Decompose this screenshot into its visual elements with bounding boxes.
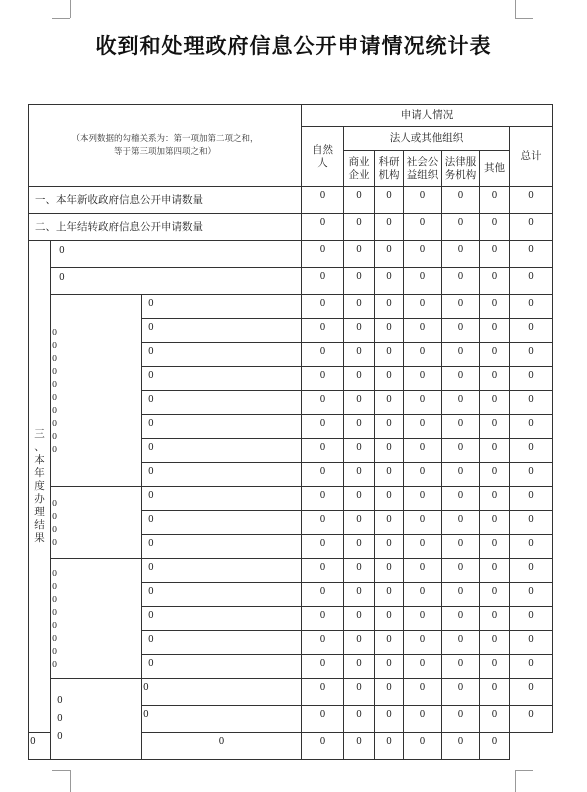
value-cell: 0 [375, 367, 404, 391]
value-cell: 0 [480, 295, 510, 319]
value-cell: 0 [404, 214, 442, 241]
value-cell: 0 [404, 559, 442, 583]
crop-mark [515, 770, 533, 771]
value-cell: 0 [480, 343, 510, 367]
value-cell: 0 [142, 733, 302, 760]
value-cell: 0 [302, 655, 344, 679]
value-cell: 0 [510, 367, 553, 391]
value-cell: 0 [442, 655, 480, 679]
value-cell: 0 [480, 391, 510, 415]
value-cell: 0 [480, 463, 510, 487]
value-cell: 0 [344, 415, 375, 439]
value-cell: 0 [375, 559, 404, 583]
value-cell: 0 [404, 487, 442, 511]
value-cell: 0 [480, 583, 510, 607]
value-cell: 0 [302, 631, 344, 655]
crop-mark [515, 0, 516, 18]
value-cell: 0 [344, 241, 375, 268]
value-cell: 0 [480, 268, 510, 295]
value-cell: 0 [404, 268, 442, 295]
value-cell: 0 [344, 631, 375, 655]
value-cell: 0 [375, 415, 404, 439]
value-cell: 0 [510, 607, 553, 631]
research-institution-header: 科研 机构 [375, 151, 404, 187]
value-cell: 0 [480, 241, 510, 268]
value-cell: 0 [480, 511, 510, 535]
value-cell: 0 [344, 367, 375, 391]
result-item-label: 0 [142, 367, 302, 391]
natural-person-header: 自然 人 [302, 127, 344, 187]
value-cell: 0 [375, 535, 404, 559]
result-row-label: 0 [51, 241, 302, 268]
value-cell: 0 [442, 463, 480, 487]
value-cell: 0 [404, 583, 442, 607]
result-item-label: 0 [29, 733, 51, 760]
value-cell: 0 [480, 733, 510, 760]
value-cell: 0 [344, 733, 375, 760]
value-cell: 0 [442, 559, 480, 583]
value-cell: 0 [375, 319, 404, 343]
value-cell: 0 [442, 214, 480, 241]
applicant-situation-header: 申请人情况 [302, 105, 553, 127]
value-cell: 0 [404, 415, 442, 439]
value-cell: 0 [480, 655, 510, 679]
other-header: 其他 [480, 151, 510, 187]
value-cell: 0 [375, 391, 404, 415]
value-cell: 0 [442, 367, 480, 391]
value-cell: 0 [442, 187, 480, 214]
value-cell: 0 [480, 439, 510, 463]
row-carried-over-label: 二、上年结转政府信息公开申请数量 [29, 214, 302, 241]
value-cell: 0 [442, 319, 480, 343]
value-cell: 0 [344, 511, 375, 535]
value-cell: 0 [510, 559, 553, 583]
value-cell: 0 [442, 439, 480, 463]
value-cell: 0 [480, 559, 510, 583]
value-cell: 0 [442, 706, 480, 733]
value-cell: 0 [375, 679, 404, 706]
value-cell: 0 [375, 706, 404, 733]
result-item-label: 0 [142, 535, 302, 559]
value-cell: 0 [510, 679, 553, 706]
value-cell: 0 [510, 391, 553, 415]
value-cell: 0 [302, 367, 344, 391]
value-cell: 0 [510, 706, 553, 733]
value-cell: 0 [375, 583, 404, 607]
result-item-label: 0 [142, 295, 302, 319]
value-cell: 0 [442, 733, 480, 760]
value-cell: 0 [442, 343, 480, 367]
value-cell: 0 [302, 679, 344, 706]
value-cell: 0 [375, 187, 404, 214]
value-cell: 0 [404, 607, 442, 631]
value-cell: 0 [404, 511, 442, 535]
value-cell: 0 [302, 583, 344, 607]
value-cell: 0 [302, 559, 344, 583]
value-cell: 0 [302, 607, 344, 631]
value-cell: 0 [404, 679, 442, 706]
value-cell: 0 [404, 463, 442, 487]
value-cell: 0 [480, 214, 510, 241]
value-cell: 0 [510, 535, 553, 559]
value-cell: 0 [480, 535, 510, 559]
value-cell: 0 [510, 319, 553, 343]
value-cell: 0 [442, 631, 480, 655]
value-cell: 0 [510, 631, 553, 655]
value-cell: 0 [302, 511, 344, 535]
value-cell: 0 [510, 463, 553, 487]
value-cell: 0 [442, 679, 480, 706]
value-cell: 0 [302, 187, 344, 214]
value-cell: 0 [375, 295, 404, 319]
result-item-label: 0 [142, 583, 302, 607]
value-cell: 0 [302, 295, 344, 319]
value-cell: 0 [375, 268, 404, 295]
value-cell: 0 [442, 295, 480, 319]
legal-person-group-header: 法人或其他组织 [344, 127, 510, 151]
value-cell: 0 [442, 511, 480, 535]
value-cell: 0 [480, 187, 510, 214]
value-cell: 0 [510, 439, 553, 463]
value-cell: 0 [404, 535, 442, 559]
value-cell: 0 [480, 367, 510, 391]
value-cell: 0 [344, 187, 375, 214]
value-cell: 0 [404, 241, 442, 268]
value-cell: 0 [344, 463, 375, 487]
page-title: 收到和处理政府信息公开申请情况统计表 [95, 33, 492, 58]
value-cell: 0 [404, 367, 442, 391]
result-item-label: 0 [142, 631, 302, 655]
value-cell: 0 [375, 463, 404, 487]
value-cell: 0 [344, 706, 375, 733]
value-cell: 0 [344, 559, 375, 583]
result-item-label: 0 [142, 607, 302, 631]
value-cell: 0 [375, 241, 404, 268]
value-cell: 0 [375, 733, 404, 760]
value-cell: 0 [404, 343, 442, 367]
legal-service-header: 法律服 务机构 [442, 151, 480, 187]
statistics-table [28, 104, 553, 760]
value-cell: 0 [480, 415, 510, 439]
value-cell: 0 [302, 343, 344, 367]
value-cell: 0 [442, 487, 480, 511]
value-cell: 0 [404, 187, 442, 214]
result-item-label: 0 [142, 391, 302, 415]
value-cell: 0 [375, 631, 404, 655]
result-item-label: 0 [142, 706, 302, 733]
value-cell: 0 [344, 535, 375, 559]
value-cell: 0 [404, 655, 442, 679]
value-cell: 0 [302, 391, 344, 415]
value-cell: 0 [344, 268, 375, 295]
value-cell: 0 [344, 679, 375, 706]
value-cell: 0 [302, 706, 344, 733]
value-cell: 0 [480, 487, 510, 511]
value-cell: 0 [404, 631, 442, 655]
value-cell: 0 [302, 463, 344, 487]
result-group-label: 0 0 0 0 0 0 0 0 [51, 559, 142, 679]
result-group-label: 0 0 0 0 [51, 487, 142, 559]
crop-mark [70, 0, 71, 18]
value-cell: 0 [375, 655, 404, 679]
crop-mark [515, 770, 516, 792]
value-cell: 0 [510, 187, 553, 214]
value-cell: 0 [442, 241, 480, 268]
value-cell: 0 [442, 583, 480, 607]
value-cell: 0 [344, 343, 375, 367]
value-cell: 0 [344, 607, 375, 631]
value-cell: 0 [375, 607, 404, 631]
value-cell: 0 [344, 319, 375, 343]
result-item-label: 0 [142, 415, 302, 439]
result-item-label: 0 [142, 511, 302, 535]
value-cell: 0 [404, 733, 442, 760]
value-cell: 0 [302, 241, 344, 268]
value-cell: 0 [510, 487, 553, 511]
crop-mark [515, 18, 533, 19]
relation-note: （本列数据的勾稽关系为：第一项加第二项之和， 等于第三项加第四项之和） [29, 105, 302, 187]
value-cell: 0 [442, 391, 480, 415]
value-cell: 0 [375, 343, 404, 367]
result-item-label: 0 [142, 655, 302, 679]
social-welfare-header: 社会公 益组织 [404, 151, 442, 187]
value-cell: 0 [442, 535, 480, 559]
value-cell: 0 [344, 583, 375, 607]
result-group-label: 0 0 0 [51, 679, 142, 760]
value-cell: 0 [480, 631, 510, 655]
result-row-label: 0 [51, 268, 302, 295]
result-item-label: 0 [142, 343, 302, 367]
value-cell: 0 [404, 295, 442, 319]
crop-mark [52, 18, 70, 19]
value-cell: 0 [344, 214, 375, 241]
result-item-label: 0 [142, 319, 302, 343]
value-cell: 0 [510, 511, 553, 535]
value-cell: 0 [302, 439, 344, 463]
row-new-applications-label: 一、本年新收政府信息公开申请数量 [29, 187, 302, 214]
value-cell: 0 [480, 679, 510, 706]
value-cell: 0 [442, 268, 480, 295]
value-cell: 0 [302, 535, 344, 559]
value-cell: 0 [302, 733, 344, 760]
result-item-label: 0 [142, 559, 302, 583]
value-cell: 0 [344, 655, 375, 679]
value-cell: 0 [302, 415, 344, 439]
value-cell: 0 [375, 214, 404, 241]
value-cell: 0 [344, 439, 375, 463]
crop-mark [70, 770, 71, 792]
commercial-enterprise-header: 商业 企业 [344, 151, 375, 187]
value-cell: 0 [510, 343, 553, 367]
section3-label: 三 、 本 年 度 办 理 结 果 [29, 241, 51, 733]
value-cell: 0 [510, 583, 553, 607]
value-cell: 0 [375, 487, 404, 511]
value-cell: 0 [480, 706, 510, 733]
value-cell: 0 [302, 268, 344, 295]
value-cell: 0 [510, 655, 553, 679]
value-cell: 0 [375, 439, 404, 463]
value-cell: 0 [510, 241, 553, 268]
result-item-label: 0 [142, 439, 302, 463]
result-group-label: 0 0 0 0 0 0 0 0 0 0 [51, 295, 142, 487]
result-item-label: 0 [142, 487, 302, 511]
value-cell: 0 [404, 439, 442, 463]
value-cell: 0 [302, 487, 344, 511]
total-header: 总计 [510, 127, 553, 187]
value-cell: 0 [480, 319, 510, 343]
value-cell: 0 [442, 415, 480, 439]
value-cell: 0 [375, 511, 404, 535]
value-cell: 0 [510, 295, 553, 319]
value-cell: 0 [404, 319, 442, 343]
value-cell: 0 [480, 607, 510, 631]
value-cell: 0 [344, 391, 375, 415]
value-cell: 0 [404, 391, 442, 415]
value-cell: 0 [442, 607, 480, 631]
result-item-label: 0 [142, 679, 302, 706]
result-item-label: 0 [142, 463, 302, 487]
value-cell: 0 [510, 214, 553, 241]
value-cell: 0 [510, 268, 553, 295]
value-cell: 0 [510, 415, 553, 439]
value-cell: 0 [344, 487, 375, 511]
crop-mark [52, 770, 70, 771]
value-cell: 0 [404, 706, 442, 733]
value-cell: 0 [302, 319, 344, 343]
value-cell: 0 [302, 214, 344, 241]
value-cell: 0 [344, 295, 375, 319]
